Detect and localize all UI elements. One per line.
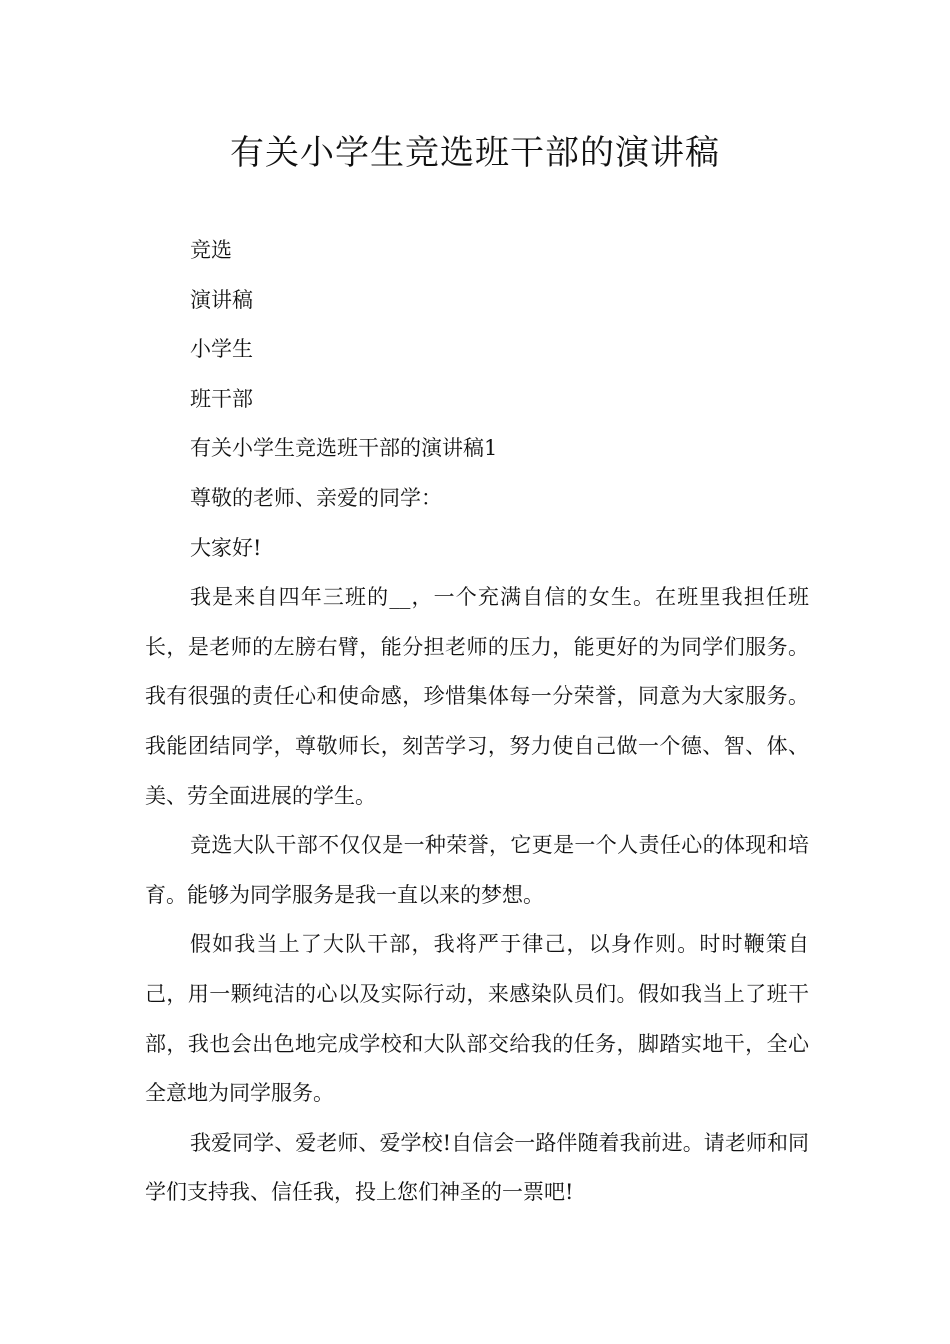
keyword-line: 竞选	[190, 238, 232, 262]
body-paragraph: 竞选大队干部不仅仅是一种荣誉，它更是一个人责任心的体现和培育。能够为同学服务是我一直以来的梦想。	[145, 833, 809, 907]
keyword-line: 演讲稿	[190, 287, 253, 312]
keyword-line: 班干部	[190, 386, 253, 411]
body-paragraph: 我是来自四年三班的__，一个充满自信的女生。在班里我担任班长，是老师的左膀右臂，能分担老师的压力，能更好的为同学们服务。我有很强的责任心和使命感，珍惜集体每一分荣誉，同意为大家服务。我能团结同学，尊敬师长，刻苦学习，努力使自己做一个德、智、体、美、劳全面进展的学生。	[145, 585, 809, 808]
body-paragraph: 假如我当上了大队干部，我将严于律己，以身作则。时时鞭策自己，用一颗纯洁的心以及实际行动，来感染队员们。假如我当上了班干部，我也会出色地完成学校和大队部交给我的任务，脚踏实地干，全心全意地为同学服务。	[145, 932, 809, 1106]
greeting: 大家好!	[190, 535, 262, 560]
salutation: 尊敬的老师、亲爱的同学：	[190, 485, 442, 510]
document-title: 有关小学生竞选班干部的演讲稿	[230, 133, 720, 173]
body-paragraph: 我爱同学、爱老师、爱学校!自信会一路伴随着我前进。请老师和同学们支持我、信任我，投上您们神圣的一票吧!	[145, 1130, 809, 1205]
section-heading: 有关小学生竞选班干部的演讲稿1	[190, 436, 498, 461]
keyword-line: 小学生	[190, 337, 253, 362]
document-body	[145, 226, 809, 1218]
